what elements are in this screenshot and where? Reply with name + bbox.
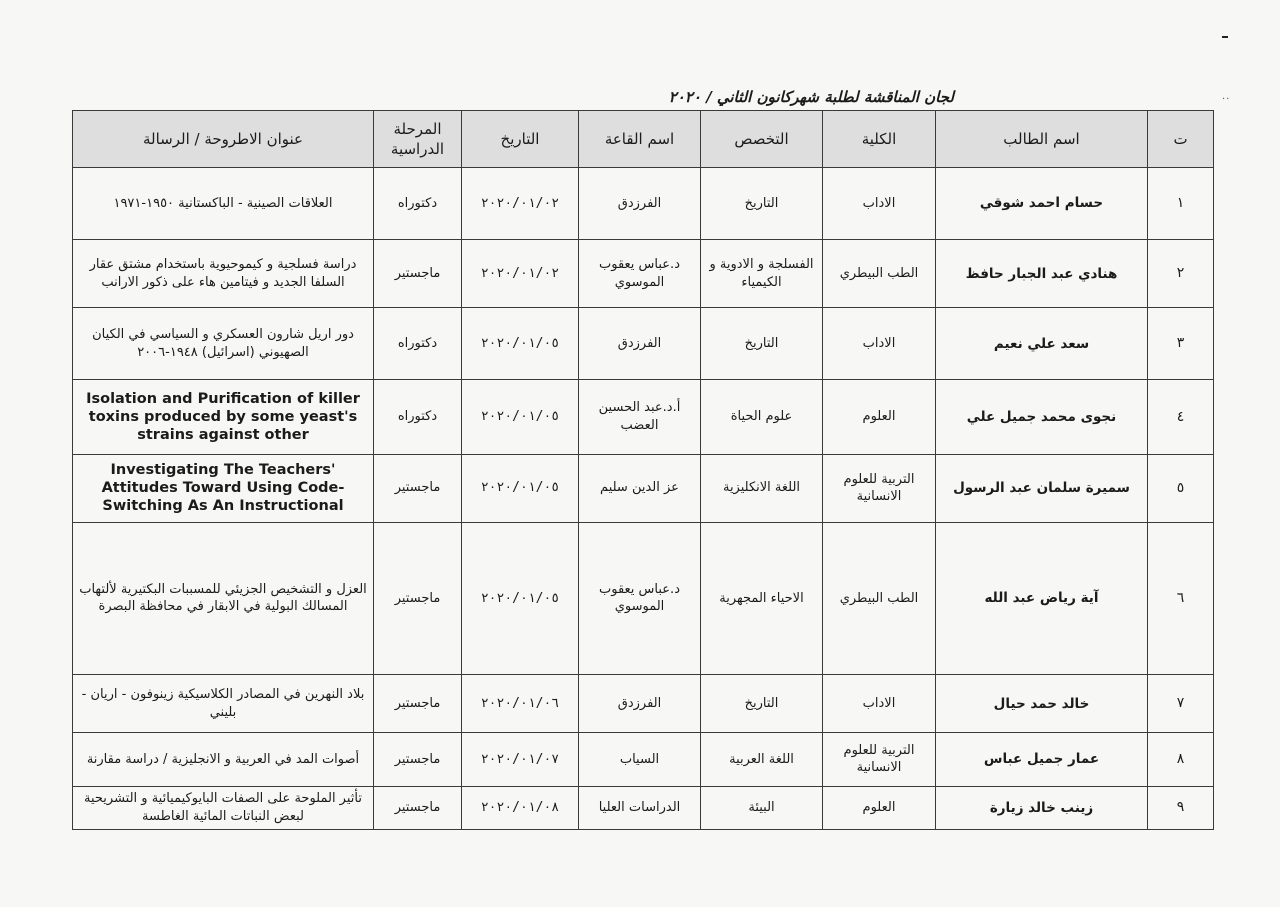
specialty-cell: اللغة الانكليزية (701, 454, 823, 522)
thesis-title-cell: العزل و التشخيص الجزيئي للمسببات البكتيرية لألتهاب المسالك البولية في الابقار في محافظة البصرة (73, 522, 374, 675)
table-row (73, 168, 1214, 240)
specialty-cell: التاريخ (701, 168, 823, 240)
date-cell: ٢٠٢٠/٠١/٠٧ (462, 733, 579, 787)
student-name: آية رياض عبد الله (936, 522, 1148, 675)
student-name: سعد علي نعيم (936, 308, 1148, 380)
hall-cell: عز الدين سليم (579, 454, 701, 522)
table-row (73, 786, 1214, 829)
header-hall: اسم القاعة (579, 111, 701, 168)
table-row (73, 675, 1214, 733)
thesis-title-cell: دور اريل شارون العسكري و السياسي في الكيان الصهيوني (اسرائيل) ١٩٤٨-٢٠٠٦ (73, 308, 374, 380)
row-number: ٥ (1148, 454, 1214, 522)
student-name: حسام احمد شوقي (936, 168, 1148, 240)
thesis-title-cell: العلاقات الصينية - الباكستانية ١٩٥٠-١٩٧١ (73, 168, 374, 240)
college-cell: الاداب (823, 308, 936, 380)
hall-cell: أ.د.عبد الحسين العضب (579, 380, 701, 454)
date-cell: ٢٠٢٠/٠١/٠٢ (462, 168, 579, 240)
hall-cell: الفرزدق (579, 168, 701, 240)
header-date: التاريخ (462, 111, 579, 168)
thesis-title-cell: تأثير الملوحة على الصفات البايوكيميائية و التشريحية لبعض النباتات المائية الغاطسة (73, 786, 374, 829)
date-cell: ٢٠٢٠/٠١/٠٥ (462, 454, 579, 522)
college-cell: العلوم (823, 380, 936, 454)
college-cell: العلوم (823, 786, 936, 829)
hall-cell: الفرزدق (579, 675, 701, 733)
hall-cell: الدراسات العليا (579, 786, 701, 829)
student-name: سميرة سلمان عبد الرسول (936, 454, 1148, 522)
defense-committees-table-wrapper (72, 110, 1214, 830)
hall-cell: د.عباس يعقوب الموسوي (579, 522, 701, 675)
stage-cell: ماجستير (374, 675, 462, 733)
table-row (73, 308, 1214, 380)
specialty-cell: البيئة (701, 786, 823, 829)
date-cell: ٢٠٢٠/٠١/٠٥ (462, 522, 579, 675)
stage-cell: ماجستير (374, 522, 462, 675)
student-name: عمار جميل عباس (936, 733, 1148, 787)
stage-cell: ماجستير (374, 786, 462, 829)
college-cell: التربية للعلوم الانسانية (823, 733, 936, 787)
corner-dash-mark (1222, 36, 1228, 38)
row-number: ١ (1148, 168, 1214, 240)
date-cell: ٢٠٢٠/٠١/٠٥ (462, 380, 579, 454)
specialty-cell: اللغة العربية (701, 733, 823, 787)
stage-cell: ماجستير (374, 240, 462, 308)
student-name: زينب خالد زيارة (936, 786, 1148, 829)
header-specialty: التخصص (701, 111, 823, 168)
student-name: هنادي عبد الجبار حافظ (936, 240, 1148, 308)
thesis-title-cell: أصوات المد في العربية و الانجليزية / دراسة مقارنة (73, 733, 374, 787)
stage-cell: دكتوراه (374, 168, 462, 240)
table-row (73, 522, 1214, 675)
date-cell: ٢٠٢٠/٠١/٠٦ (462, 675, 579, 733)
hall-cell: د.عباس يعقوب الموسوي (579, 240, 701, 308)
row-number: ٩ (1148, 786, 1214, 829)
document-title: لجان المناقشة لطلبة شهركانون الثاني / ٢٠٢٠ (668, 88, 954, 106)
header-num: ت (1148, 111, 1214, 168)
header-stage: المرحلة الدراسية (374, 111, 462, 168)
stage-cell: ماجستير (374, 454, 462, 522)
student-name: خالد حمد حيال (936, 675, 1148, 733)
table-row (73, 454, 1214, 522)
hall-cell: السياب (579, 733, 701, 787)
table-body (73, 168, 1214, 830)
corner-dots-mark: ·· (1222, 94, 1231, 105)
row-number: ٦ (1148, 522, 1214, 675)
thesis-title-cell: Isolation and Purification of killer toxins produced by some yeast's strains against other (73, 380, 374, 454)
college-cell: الطب البيطري (823, 522, 936, 675)
hall-cell: الفرزدق (579, 308, 701, 380)
specialty-cell: التاريخ (701, 308, 823, 380)
thesis-title-cell: دراسة فسلجية و كيموحيوية باستخدام مشتق عقار السلفا الجديد و فيتامين هاء على ذكور الارانب (73, 240, 374, 308)
college-cell: التربية للعلوم الانسانية (823, 454, 936, 522)
stage-cell: دكتوراه (374, 308, 462, 380)
defense-committees-table (72, 110, 1214, 830)
date-cell: ٢٠٢٠/٠١/٠٥ (462, 308, 579, 380)
row-number: ٧ (1148, 675, 1214, 733)
specialty-cell: الفسلجة و الادوية و الكيمياء (701, 240, 823, 308)
row-number: ٤ (1148, 380, 1214, 454)
stage-cell: دكتوراه (374, 380, 462, 454)
header-student-name: اسم الطالب (936, 111, 1148, 168)
table-row (73, 733, 1214, 787)
college-cell: الطب البيطري (823, 240, 936, 308)
thesis-title-cell: Investigating The Teachers' Attitudes Toward Using Code-Switching As An Instructional (73, 454, 374, 522)
thesis-title-cell: بلاد النهرين في المصادر الكلاسيكية زينوفون - اريان - بليني (73, 675, 374, 733)
header-thesis-title: عنوان الاطروحة / الرسالة (73, 111, 374, 168)
table-row (73, 240, 1214, 308)
stage-cell: ماجستير (374, 733, 462, 787)
specialty-cell: علوم الحياة (701, 380, 823, 454)
specialty-cell: الاحياء المجهرية (701, 522, 823, 675)
row-number: ٣ (1148, 308, 1214, 380)
table-row (73, 380, 1214, 454)
specialty-cell: التاريخ (701, 675, 823, 733)
college-cell: الاداب (823, 168, 936, 240)
student-name: نجوى محمد جميل علي (936, 380, 1148, 454)
date-cell: ٢٠٢٠/٠١/٠٨ (462, 786, 579, 829)
date-cell: ٢٠٢٠/٠١/٠٢ (462, 240, 579, 308)
college-cell: الاداب (823, 675, 936, 733)
header-college: الكلية (823, 111, 936, 168)
row-number: ٢ (1148, 240, 1214, 308)
row-number: ٨ (1148, 733, 1214, 787)
table-header-row (73, 111, 1214, 168)
